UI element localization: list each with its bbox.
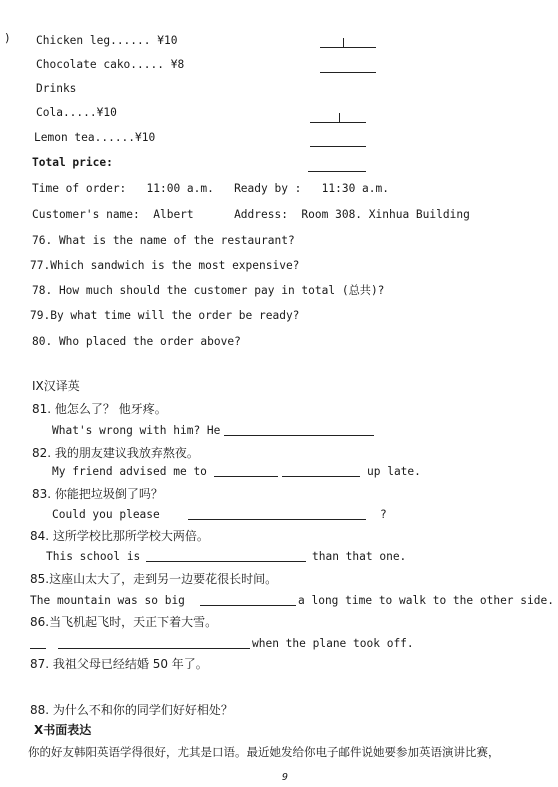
answer-mark-cola	[339, 113, 340, 122]
menu-item-chicken-leg: Chicken leg...... ¥10	[36, 34, 178, 47]
q83-chinese: 83. 你能把垃圾倒了吗？	[32, 487, 163, 501]
question-79: 79.By what time will the order be ready?	[30, 309, 300, 322]
answer-blank-total	[308, 171, 366, 172]
q87-chinese: 87. 我祖父母已经结婚 50 年了。	[30, 657, 208, 671]
q83-english-end: ?	[380, 508, 387, 521]
answer-blank-85	[200, 605, 296, 606]
menu-item-chocolate-cake: Chocolate cako..... ¥8	[36, 58, 185, 71]
customer-info-line: Customer's name: Albert Address: Room 308. Xinhua Building	[32, 208, 470, 221]
q82-chinese: 82. 我的朋友建议我放弃熬夜。	[32, 446, 199, 460]
writing-prompt: 你的好友韩阳英语学得很好，尤其是口语。最近她发给你电子邮件说她要参加英语演讲比赛，	[28, 745, 500, 759]
q81-english: What's wrong with him? He	[52, 424, 221, 437]
q82-english-end: up late.	[367, 465, 421, 478]
question-77: 77.Which sandwich is the most expensive?	[30, 259, 300, 272]
q88-chinese: 88. 为什么不和你的同学们好好相处？	[30, 703, 233, 717]
order-time-line: Time of order: 11:00 a.m. Ready by : 11:30 a.m.	[32, 182, 389, 195]
answer-mark-chicken-leg	[343, 38, 344, 47]
q86-english-end: when the plane took off.	[252, 637, 414, 650]
answer-blank-lemon-tea	[310, 146, 366, 147]
answer-blank-chicken-leg	[320, 47, 376, 48]
q86-chinese: 86.当飞机起飞时，天正下着大雪。	[30, 615, 218, 629]
answer-blank-86a	[30, 648, 46, 649]
question-78: 78. How much should the customer pay in total (总共)?	[32, 284, 385, 297]
q85-chinese: 85.这座山太大了，走到另一边要花很长时间。	[30, 572, 278, 586]
answer-blank-81	[224, 435, 374, 436]
question-76: 76. What is the name of the restaurant?	[32, 234, 295, 247]
q84-english-end: than that one.	[312, 550, 407, 563]
answer-blank-82a	[214, 476, 278, 477]
stray-mark: )	[4, 32, 11, 45]
answer-blank-84	[146, 561, 306, 562]
menu-item-lemon-tea: Lemon tea......¥10	[34, 131, 156, 144]
q81-chinese: 81. 他怎么了？ 他牙疼。	[32, 402, 167, 416]
menu-item-cola: Cola.....¥10	[36, 106, 117, 119]
q85-english-start: The mountain was so big	[30, 594, 185, 607]
answer-blank-86b	[58, 648, 250, 649]
page-number: 9	[282, 772, 289, 783]
section-x-heading: X书面表达	[34, 723, 92, 737]
total-price-label: Total price:	[32, 156, 113, 169]
menu-heading-drinks: Drinks	[36, 82, 77, 95]
answer-blank-83	[188, 519, 366, 520]
q85-english-end: a long time to walk to the other side.	[298, 594, 554, 607]
q84-english-start: This school is	[46, 550, 141, 563]
answer-blank-82b	[282, 476, 360, 477]
q84-chinese: 84. 这所学校比那所学校大两倍。	[30, 529, 209, 543]
answer-blank-cola	[310, 122, 366, 123]
section-ix-heading: IX汉译英	[32, 379, 80, 393]
answer-blank-chocolate-cake	[320, 72, 376, 73]
q83-english-start: Could you please	[52, 508, 160, 521]
question-80: 80. Who placed the order above?	[32, 335, 241, 348]
q82-english-start: My friend advised me to	[52, 465, 207, 478]
